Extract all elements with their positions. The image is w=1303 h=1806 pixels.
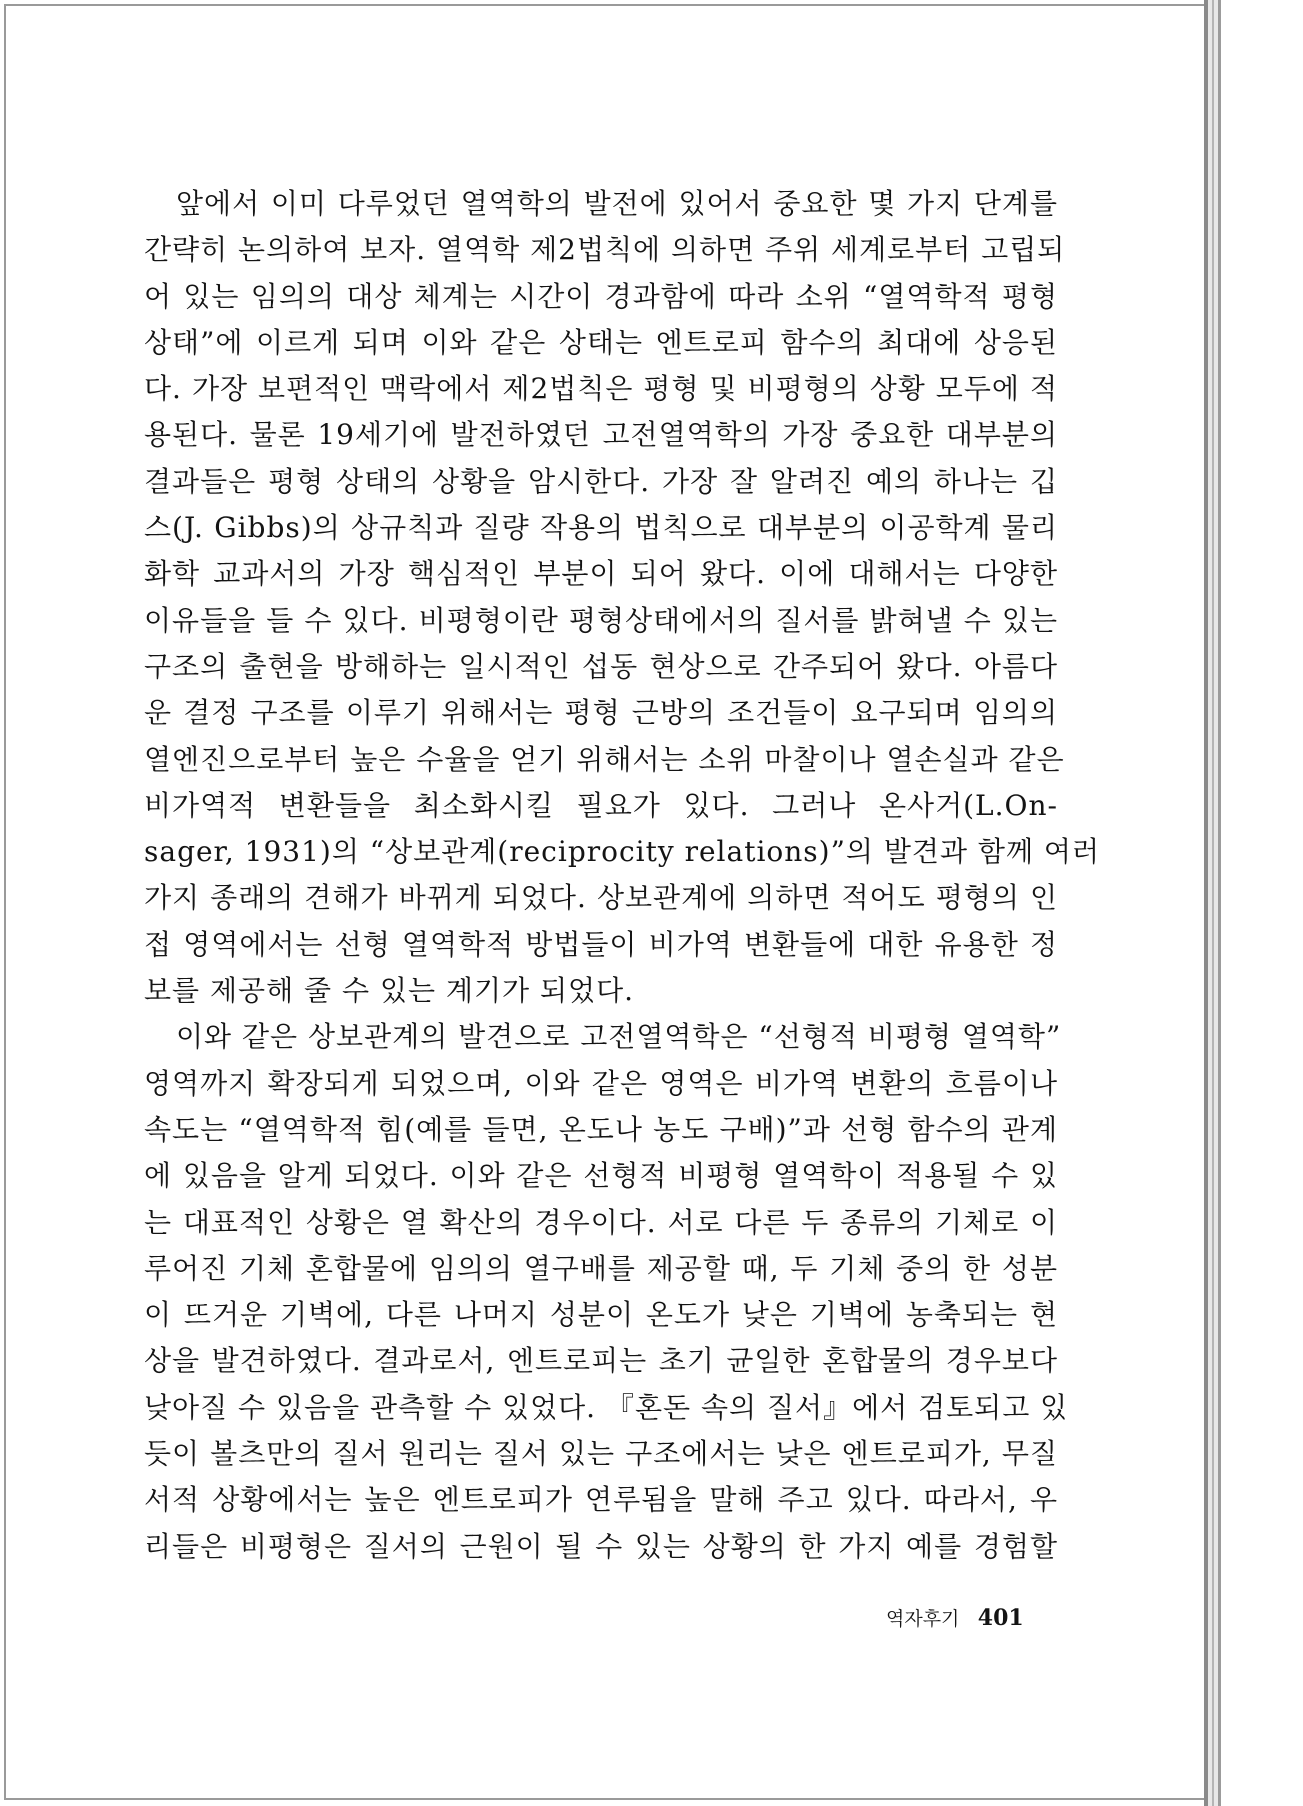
text-line: 이 뜨거운 기벽에, 다른 나머지 성분이 온도가 낮은 기벽에 농축되는 현 xyxy=(144,1298,1058,1332)
text-line: 에 있음을 알게 되었다. 이와 같은 선형적 비평형 열역학이 적용될 수 있 xyxy=(144,1159,1058,1193)
text-line: 앞에서 이미 다루었던 열역학의 발전에 있어서 중요한 몇 가지 단계를 xyxy=(176,187,1058,220)
text-line: 낮아질 수 있음을 관측할 수 있었다. 『혼돈 속의 질서』에서 검토되고 있 xyxy=(144,1390,1069,1424)
text-line: 속도는 “열역학적 힘(예를 들면, 온도나 농도 구배)”과 선형 함수의 관계 xyxy=(144,1112,1058,1146)
text-line: 가지 종래의 견해가 바뀌게 되었다. 상보관계에 의하면 적어도 평형의 인 xyxy=(144,881,1058,915)
text-line: 어 있는 임의의 대상 체계는 시간이 경과함에 따라 소위 “열역학적 평형 xyxy=(144,279,1058,313)
text-line: 듯이 볼츠만의 질서 원리는 질서 있는 구조에서는 낮은 엔트로피가, 무질 xyxy=(144,1437,1058,1471)
text-line: 용된다. 물론 19세기에 발전하였던 고전열역학의 가장 중요한 대부분의 xyxy=(144,418,1058,452)
text-line: 서적 상황에서는 높은 엔트로피가 연루됨을 말해 주고 있다. 따라서, 우 xyxy=(144,1483,1058,1517)
text-line: 는 대표적인 상황은 열 확산의 경우이다. 서로 다른 두 종류의 기체로 이 xyxy=(144,1205,1058,1239)
text-line: 화학 교과서의 가장 핵심적인 부분이 되어 왔다. 이에 대해서는 다양한 xyxy=(144,557,1058,591)
text-line: 결과들은 평형 상태의 상황을 암시한다. 가장 잘 알려진 예의 하나는 깁 xyxy=(144,464,1058,498)
text-line: 이와 같은 상보관계의 발견으로 고전열역학은 “선형적 비평형 열역학” xyxy=(176,1020,1062,1054)
text-line: 이유들을 들 수 있다. 비평형이란 평형상태에서의 질서를 밝혀낼 수 있는 xyxy=(144,603,1058,637)
text-line: 접 영역에서는 선형 열역학적 방법들이 비가역 변환들에 대한 유용한 정 xyxy=(144,927,1058,961)
text-line: 루어진 기체 혼합물에 임의의 열구배를 제공할 때, 두 기체 중의 한 성분 xyxy=(144,1251,1058,1285)
text-line: 다. 가장 보편적인 맥락에서 제2법칙은 평형 및 비평형의 상황 모두에 적 xyxy=(144,372,1058,406)
page-footer xyxy=(886,1604,1024,1631)
running-head: 역자후기 xyxy=(886,1608,960,1630)
page-edge xyxy=(1218,0,1221,1806)
page-number: 401 xyxy=(977,1605,1024,1631)
text-line: 상태”에 이르게 되며 이와 같은 상태는 엔트로피 함수의 최대에 상응된 xyxy=(144,325,1058,359)
text-line: 열엔진으로부터 높은 수율을 얻기 위해서는 소위 마찰이나 열손실과 같은 xyxy=(144,742,1065,776)
text-line: 간략히 논의하여 보자. 열역학 제2법칙에 의하면 주위 세계로부터 고립되 xyxy=(144,233,1066,267)
text-line: 구조의 출현을 방해하는 일시적인 섭동 현상으로 간주되어 왔다. 아름다 xyxy=(144,649,1058,683)
text-line: 스(J. Gibbs)의 상규칙과 질량 작용의 법칙으로 대부분의 이공학계 물리 xyxy=(144,511,1058,545)
book-page xyxy=(4,4,1204,1800)
text-line: 보를 제공해 줄 수 있는 계기가 되었다. xyxy=(144,974,635,1008)
text-line: 리들은 비평형은 질서의 근원이 될 수 있는 상황의 한 가지 예를 경험할 xyxy=(144,1529,1058,1563)
text-line: 운 결정 구조를 이루기 위해서는 평형 근방의 조건들이 요구되며 임의의 xyxy=(144,696,1058,730)
text-line: 상을 발견하였다. 결과로서, 엔트로피는 초기 균일한 혼합물의 경우보다 xyxy=(144,1344,1058,1378)
text-line: 비가역적 변환들을 최소화시킬 필요가 있다. 그러나 온사거(L.On- xyxy=(144,788,1058,822)
text-line: sager, 1931)의 “상보관계(reciprocity relations)”의 발견과 함께 여러 xyxy=(144,835,1100,869)
text-line: 영역까지 확장되게 되었으며, 이와 같은 영역은 비가역 변환의 흐름이나 xyxy=(144,1066,1058,1100)
body-text xyxy=(144,181,1100,1570)
